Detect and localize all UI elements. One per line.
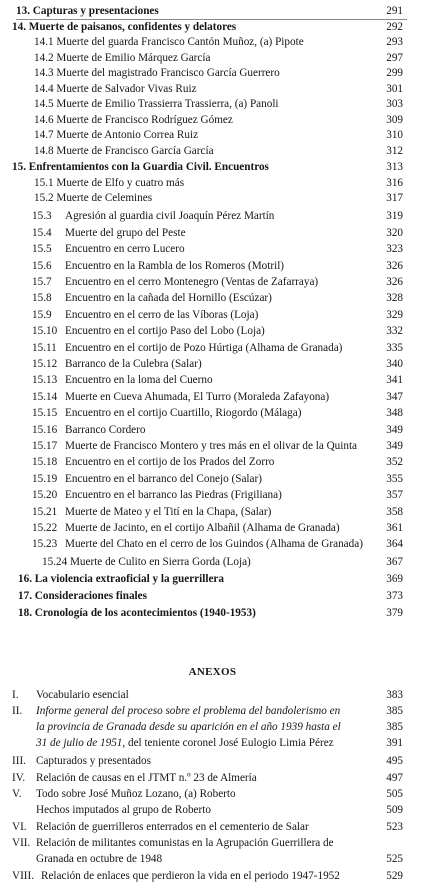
toc-entry-page: 301 (386, 83, 403, 95)
toc-entry (0, 490, 425, 505)
toc-entry (0, 457, 425, 472)
annex-title: Relación de enlaces que perdieron la vida en el periodo 1947-1952 (41, 870, 340, 882)
annex-page: 529 (386, 870, 403, 882)
toc-entry-title: Muerte del grupo del Peste (65, 227, 186, 239)
annex-entry (0, 690, 425, 705)
toc-entry-title: Encuentro en el barranco las Piedras (Frigiliana) (65, 489, 282, 501)
toc-entry-number: 15.6 (32, 260, 52, 272)
toc-entry-number: 15.14 (32, 391, 58, 403)
toc-entry (0, 359, 425, 374)
toc-entry (0, 211, 425, 226)
toc-entry (0, 343, 425, 358)
toc-entry (0, 193, 425, 208)
toc-entry-page: 367 (386, 556, 403, 568)
annex-entry-continuation (0, 722, 425, 737)
toc-entry-title: 14.6 Muerte de Francisco Rodríguez Gómez (34, 114, 233, 126)
toc-entry (0, 22, 425, 37)
toc-entry (0, 115, 425, 130)
toc-entry-title: Encuentro en el cortijo Paso del Lobo (Loja) (65, 325, 265, 337)
annex-page: 383 (386, 689, 403, 701)
toc-entry-number: 15.10 (32, 325, 58, 337)
annex-title: Vocabulario esencial (36, 689, 129, 701)
toc-entry-page: 355 (386, 473, 403, 485)
toc-entry-page: 358 (386, 506, 403, 518)
toc-entry (0, 68, 425, 83)
toc-entry-page: 291 (386, 5, 403, 17)
annexes-heading: ANEXOS (188, 666, 237, 678)
toc-entry (0, 425, 425, 440)
toc-entry-page: 297 (386, 52, 403, 64)
toc-entry-page: 292 (386, 21, 403, 33)
toc-entry-title: Barranco Cordero (65, 424, 146, 436)
toc-entry-number: 15.22 (32, 522, 58, 534)
annex-number: I. (12, 689, 19, 701)
toc-entry (0, 474, 425, 489)
annex-entry (0, 871, 425, 886)
annex-entry (0, 822, 425, 837)
annex-title: Granada en octubre de 1948 (36, 853, 163, 865)
toc-entry (0, 261, 425, 276)
toc-entry-page: 328 (386, 292, 403, 304)
annex-number: VII. (12, 837, 31, 849)
toc-entry-page: 299 (386, 67, 403, 79)
toc-entry-page: 326 (386, 276, 403, 288)
toc-entry-title: Encuentro en la Rambla de los Romeros (Motril) (65, 260, 285, 272)
toc-entry-title: 15.24 Muerte de Culito en Sierra Gorda (Loja) (42, 556, 251, 568)
toc-entry-page: 379 (386, 607, 403, 619)
annex-page: 497 (386, 772, 403, 784)
annex-page: 509 (386, 804, 403, 816)
toc-entry-title: 14.1 Muerte del guarda Francisco Cantón Muñoz, (a) Pipote (34, 36, 304, 48)
toc-entry-number: 15.3 (32, 210, 52, 222)
toc-entry-number: 15.9 (32, 309, 52, 321)
toc-entry-title: 14.3 Muerte del magistrado Francisco García Guerrero (34, 67, 280, 79)
toc-entry (0, 178, 425, 193)
toc-entry (0, 408, 425, 423)
toc-entry (0, 441, 425, 456)
toc-entry (0, 244, 425, 259)
toc-entry-title: 14. Muerte de paisanos, confidentes y delatores (12, 21, 237, 33)
toc-entry (0, 293, 425, 308)
toc-entry-number: 15.15 (32, 407, 58, 419)
annex-number: VIII. (12, 870, 35, 882)
toc-entry-title: Encuentro en el barranco del Conejo (Salar) (65, 473, 262, 485)
toc-entry-page: 352 (386, 456, 403, 468)
toc-entry-title: Muerte de Jacinto, en el cortijo Albañil (Alhama de Granada) (65, 522, 340, 534)
toc-entry-title: Muerte en Cueva Ahumada, El Turro (Moraleda Zafayona) (65, 391, 330, 403)
annex-entry (0, 838, 425, 853)
toc-entry-number: 15.19 (32, 473, 58, 485)
toc-entry-title: 16. La violencia extraoficial y la guerrillera (18, 573, 224, 585)
toc-entry-page: 364 (386, 538, 403, 550)
toc-entry-page: 347 (386, 391, 403, 403)
annex-entry (0, 756, 425, 771)
toc-entry-number: 15.11 (32, 342, 57, 354)
annex-entry-continuation (0, 738, 425, 753)
toc-entry-page: 329 (386, 309, 403, 321)
toc-entry-title: 14.2 Muerte de Emilio Márquez García (34, 52, 211, 64)
toc-entry (0, 162, 425, 177)
toc-entry-title: 14.8 Muerte de Francisco García García (34, 145, 214, 157)
toc-entry-page: 369 (386, 573, 403, 585)
annex-title: la provincia de Granada desde su aparición en el año 1939 hasta el (36, 721, 341, 733)
toc-entry-title: Encuentro en el cortijo de los Prados del Zorro (65, 456, 275, 468)
toc-entry-title: Encuentro en la loma del Cuerno (65, 374, 213, 386)
toc-entry-title: Encuentro en el cerro de las Víboras (Loja) (65, 309, 259, 321)
annex-title: Relación de causas en el JTMT n.º 23 de Almería (36, 772, 257, 784)
toc-entry-page: 348 (386, 407, 403, 419)
toc-entry-page: 309 (386, 114, 403, 126)
toc-entry-page: 361 (386, 522, 403, 534)
annex-entry (0, 789, 425, 804)
toc-entry-title: Muerte de Francisco Montero y tres más en el olivar de la Quinta (65, 440, 358, 452)
toc-entry-number: 15.16 (32, 424, 58, 436)
toc-entry (0, 591, 425, 606)
toc-entry-page: 349 (386, 424, 403, 436)
annex-entry-continuation (0, 805, 425, 820)
annex-page: 391 (386, 737, 403, 749)
toc-entry (0, 277, 425, 292)
toc-entry-page: 303 (386, 98, 403, 110)
toc-entry-number: 15.20 (32, 489, 58, 501)
toc-entry-number: 15.17 (32, 440, 58, 452)
annex-page: 525 (386, 853, 403, 865)
toc-entry-page: 317 (386, 192, 403, 204)
toc-entry-number: 15.8 (32, 292, 52, 304)
toc-entry-title: Muerte de Mateo y el Tití en la Chapa, (Salar) (65, 506, 272, 518)
toc-entry-title: 17. Consideraciones finales (18, 590, 147, 602)
toc-entry (0, 310, 425, 325)
toc-entry-title: Encuentro en la cañada del Hornillo (Escúzar) (65, 292, 272, 304)
toc-entry (0, 84, 425, 99)
annex-page: 505 (386, 788, 403, 800)
annex-page: 495 (386, 755, 403, 767)
toc-entry (0, 392, 425, 407)
toc-entry-title: 14.4 Muerte de Salvador Vivas Ruiz (34, 83, 197, 95)
annex-number: II. (12, 705, 23, 717)
toc-entry-page: 316 (386, 177, 403, 189)
toc-entry-page: 335 (386, 342, 403, 354)
toc-entry-title: Agresión al guardia civil Joaquín Pérez Martín (65, 210, 275, 222)
toc-entry (0, 326, 425, 341)
toc-entry-page: 340 (386, 358, 403, 370)
annex-title-author: del teniente coronel José Eulogio Limia Pérez (125, 737, 334, 749)
toc-entry-title: 13. Capturas y presentaciones (16, 5, 159, 17)
annex-title: Hechos imputados al grupo de Roberto (36, 804, 211, 816)
toc-entry-title: 15.1 Muerte de Elfo y cuatro más (34, 177, 185, 189)
toc-entry (0, 375, 425, 390)
toc-entry-title: Encuentro en el cortijo Cuartillo, Riogordo (Málaga) (65, 407, 302, 419)
toc-entry (0, 37, 425, 52)
toc-entry-title: 15.2 Muerte de Celemines (34, 192, 153, 204)
toc-entry-title: Barranco de la Culebra (Salar) (65, 358, 202, 370)
annex-number: V. (12, 788, 22, 800)
toc-entry (0, 507, 425, 522)
toc-entry-number: 15.21 (32, 506, 58, 518)
toc-entry (0, 228, 425, 243)
annex-title: Capturados y presentados (36, 755, 151, 767)
toc-entry (0, 53, 425, 68)
annex-page: 385 (386, 721, 403, 733)
toc-entry-title: Encuentro en el cerro Montenegro (Ventas de Zafarraya) (65, 276, 319, 288)
toc-entry (0, 523, 425, 538)
annex-title: Relación de militantes comunistas en la Agrupación Guerrillera de (36, 837, 334, 849)
annex-page: 385 (386, 705, 403, 717)
annex-title-italic: 31 de julio de 1951, (36, 737, 126, 749)
toc-entry-number: 15.13 (32, 374, 58, 386)
toc-entry-page: 323 (386, 243, 403, 255)
toc-entry-title: Encuentro en el cortijo de Pozo Húrtiga (Alhama de Granada) (65, 342, 343, 354)
annex-entry-continuation (0, 854, 425, 869)
toc-entry-title: Muerte del Chato en el cerro de los Guindos (Alhama de Granada) (65, 538, 363, 550)
toc-entry-number: 15.4 (32, 227, 52, 239)
toc-entry-page: 326 (386, 260, 403, 272)
toc-entry-title: 14.5 Muerte de Emilio Trassierra Trassierra, (a) Panoli (34, 98, 279, 110)
toc-entry-number: 15.12 (32, 358, 58, 370)
toc-entry-title: 14.7 Muerte de Antonio Correa Ruiz (34, 129, 199, 141)
toc-entry-page: 313 (386, 161, 403, 173)
annex-entry (0, 773, 425, 788)
toc-entry (0, 539, 425, 554)
entry-divider (16, 19, 407, 20)
toc-entry-number: 15.18 (32, 456, 58, 468)
annex-title (36, 738, 334, 749)
annex-title: Informe general del proceso sobre el problema del bandolerismo en (36, 705, 341, 717)
annex-number: III. (12, 755, 26, 767)
toc-entry-page: 293 (386, 36, 403, 48)
toc-entry-page: 341 (386, 374, 403, 386)
toc-entry-title: 18. Cronología de los acontecimientos (1940-1953) (18, 607, 256, 619)
toc-entry-page: 310 (386, 129, 403, 141)
toc-entry-page: 349 (386, 440, 403, 452)
toc-entry (0, 99, 425, 114)
toc-entry-number: 15.7 (32, 276, 52, 288)
toc-entry (0, 146, 425, 161)
annex-page: 523 (386, 821, 403, 833)
toc-entry-page: 332 (386, 325, 403, 337)
annex-title: Relación de guerrilleros enterrados en el cementerio de Salar (36, 821, 309, 833)
toc-entry-page: 320 (386, 227, 403, 239)
annex-entry (0, 706, 425, 721)
toc-entry-number: 15.5 (32, 243, 52, 255)
toc-entry (0, 130, 425, 145)
toc-entry-page: 357 (386, 489, 403, 501)
toc-entry-title: 15. Enfrentamientos con la Guardia Civil. Encuentros (12, 161, 269, 173)
toc-entry-page: 312 (386, 145, 403, 157)
toc-entry-page: 373 (386, 590, 403, 602)
toc-entry (0, 557, 425, 572)
annex-title: Todo sobre José Muñoz Lozano, (a) Roberto (36, 788, 236, 800)
toc-entry-number: 15.23 (32, 538, 58, 550)
annex-number: VI. (12, 821, 27, 833)
annex-number: IV. (12, 772, 26, 784)
toc-entry (0, 608, 425, 623)
toc-entry-page: 319 (386, 210, 403, 222)
toc-entry (0, 574, 425, 589)
toc-entry-title: Encuentro en cerro Lucero (65, 243, 185, 255)
